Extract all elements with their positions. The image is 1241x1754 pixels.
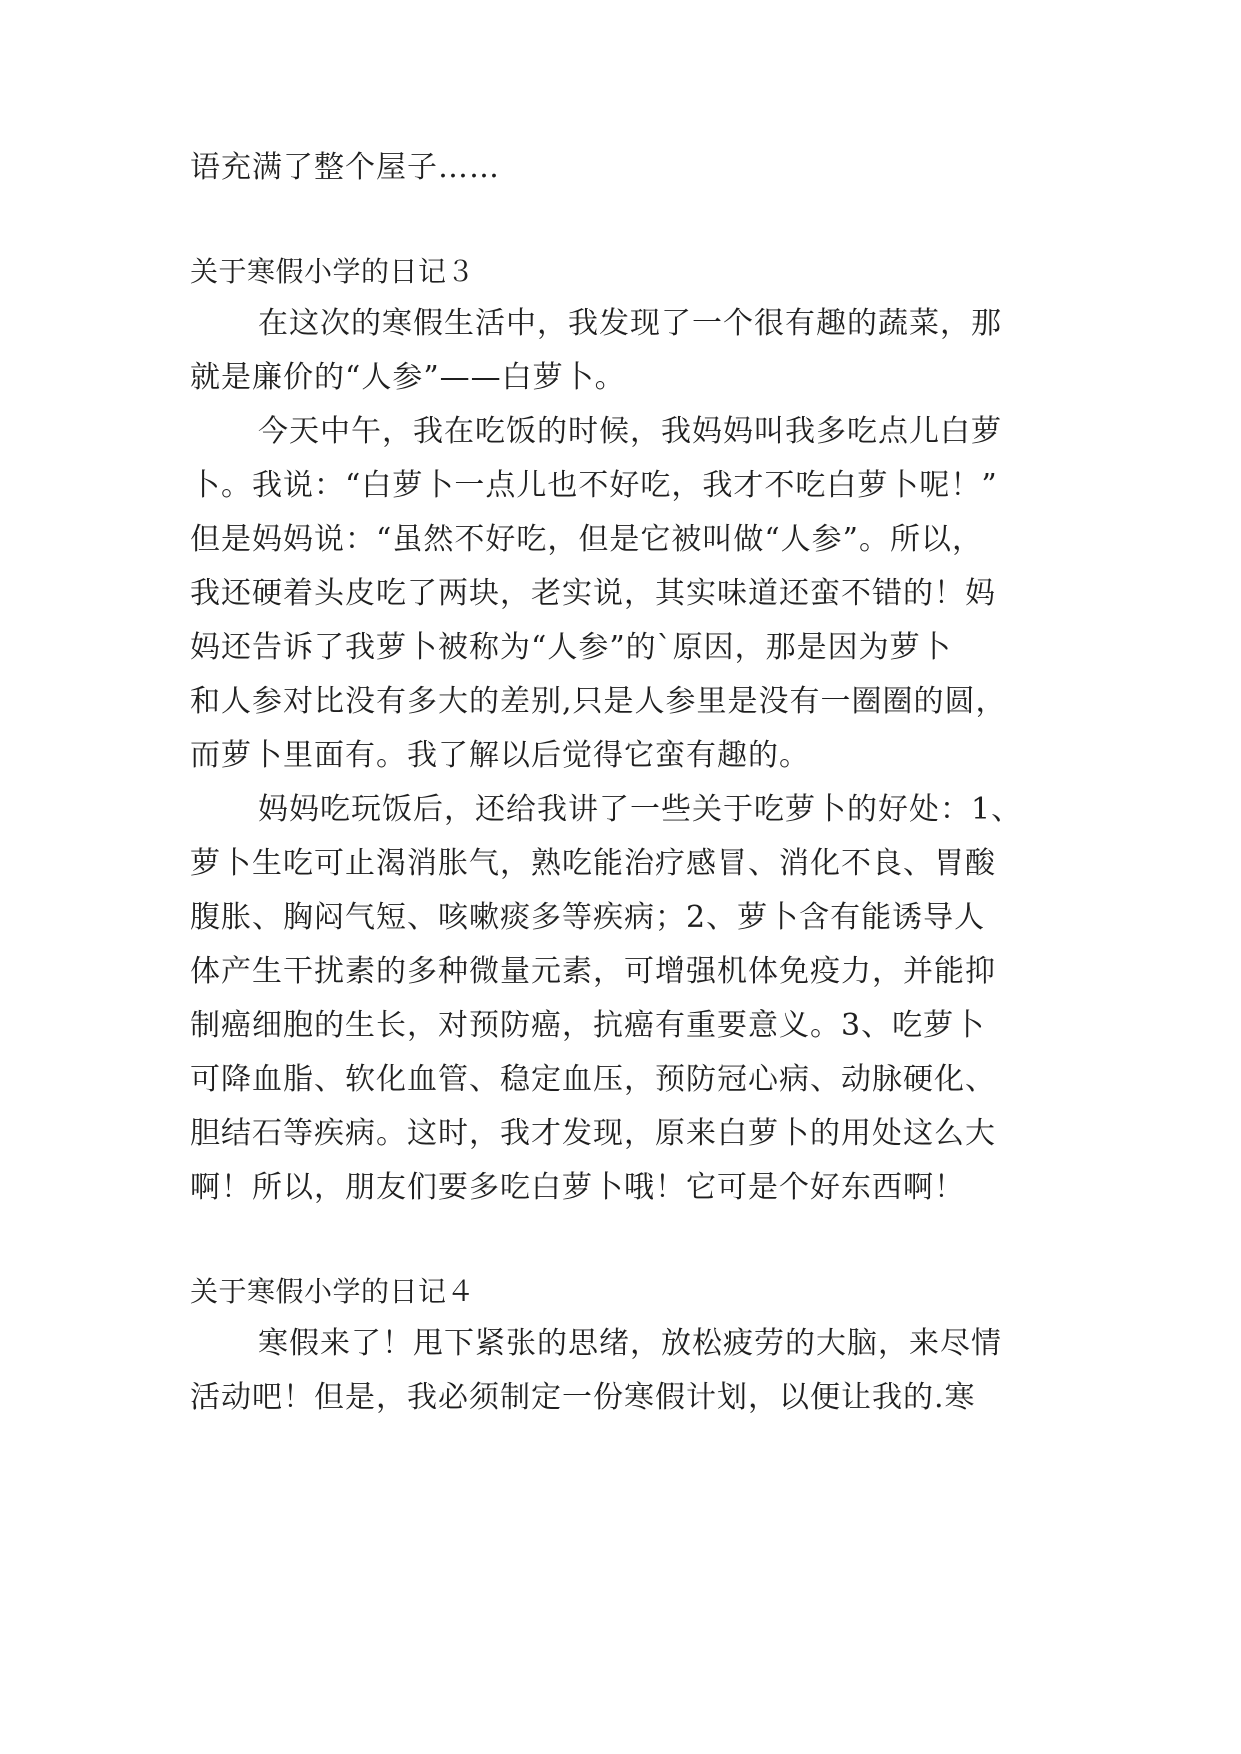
paragraph-line: 胆结石等疾病。这时，我才发现，原来白萝卜的用处这么大 xyxy=(190,1116,996,1151)
paragraph-line: 语充满了整个屋子…… xyxy=(190,150,500,185)
paragraph-line: 在这次的寒假生活中，我发现了一个很有趣的蔬菜，那 xyxy=(258,306,1002,341)
diary-title-4: 关于寒假小学的日记４ xyxy=(190,1275,476,1308)
paragraph-line: 和人参对比没有多大的差别,只是人参里是没有一圈圈的圆， xyxy=(190,684,1007,719)
paragraph-line: 妈还告诉了我萝卜被称为“人参”的`原因，那是因为萝卜 xyxy=(190,630,952,665)
paragraph-line: 而萝卜里面有。我了解以后觉得它蛮有趣的。 xyxy=(190,738,810,773)
paragraph-line: 今天中午，我在吃饭的时候，我妈妈叫我多吃点儿白萝 xyxy=(258,414,1002,449)
paragraph-line: 制癌细胞的生长，对预防癌，抗癌有重要意义。3、吃萝卜 xyxy=(190,1008,986,1043)
paragraph-line: 就是廉价的“人参”——白萝卜。 xyxy=(190,360,626,395)
paragraph-line: 可降血脂、软化血管、稳定血压，预防冠心病、动脉硬化、 xyxy=(190,1062,996,1097)
paragraph-line: 活动吧！但是，我必须制定一份寒假计划，以便让我的.寒 xyxy=(190,1380,976,1415)
diary-title-3: 关于寒假小学的日记３ xyxy=(190,255,476,288)
paragraph-line: 萝卜生吃可止渴消胀气，熟吃能治疗感冒、消化不良、胃酸 xyxy=(190,846,996,881)
paragraph-line: 妈妈吃玩饭后，还给我讲了一些关于吃萝卜的好处：1、 xyxy=(258,792,1023,827)
paragraph-line: 腹胀、胸闷气短、咳嗽痰多等疾病；2、萝卜含有能诱导人 xyxy=(190,900,986,935)
paragraph-line: 卜。我说：“白萝卜一点儿也不好吃，我才不吃白萝卜呢！” xyxy=(190,468,998,503)
paragraph-line: 我还硬着头皮吃了两块，老实说，其实味道还蛮不错的！妈 xyxy=(190,576,996,611)
paragraph-line: 体产生干扰素的多种微量元素，可增强机体免疫力，并能抑 xyxy=(190,954,996,989)
paragraph-line: 但是妈妈说：“虽然不好吃，但是它被叫做“人参”。所以， xyxy=(190,522,984,557)
paragraph-line: 啊！所以，朋友们要多吃白萝卜哦！它可是个好东西啊！ xyxy=(190,1170,965,1205)
paragraph-line: 寒假来了！甩下紧张的思绪，放松疲劳的大脑，来尽情 xyxy=(258,1326,1002,1361)
